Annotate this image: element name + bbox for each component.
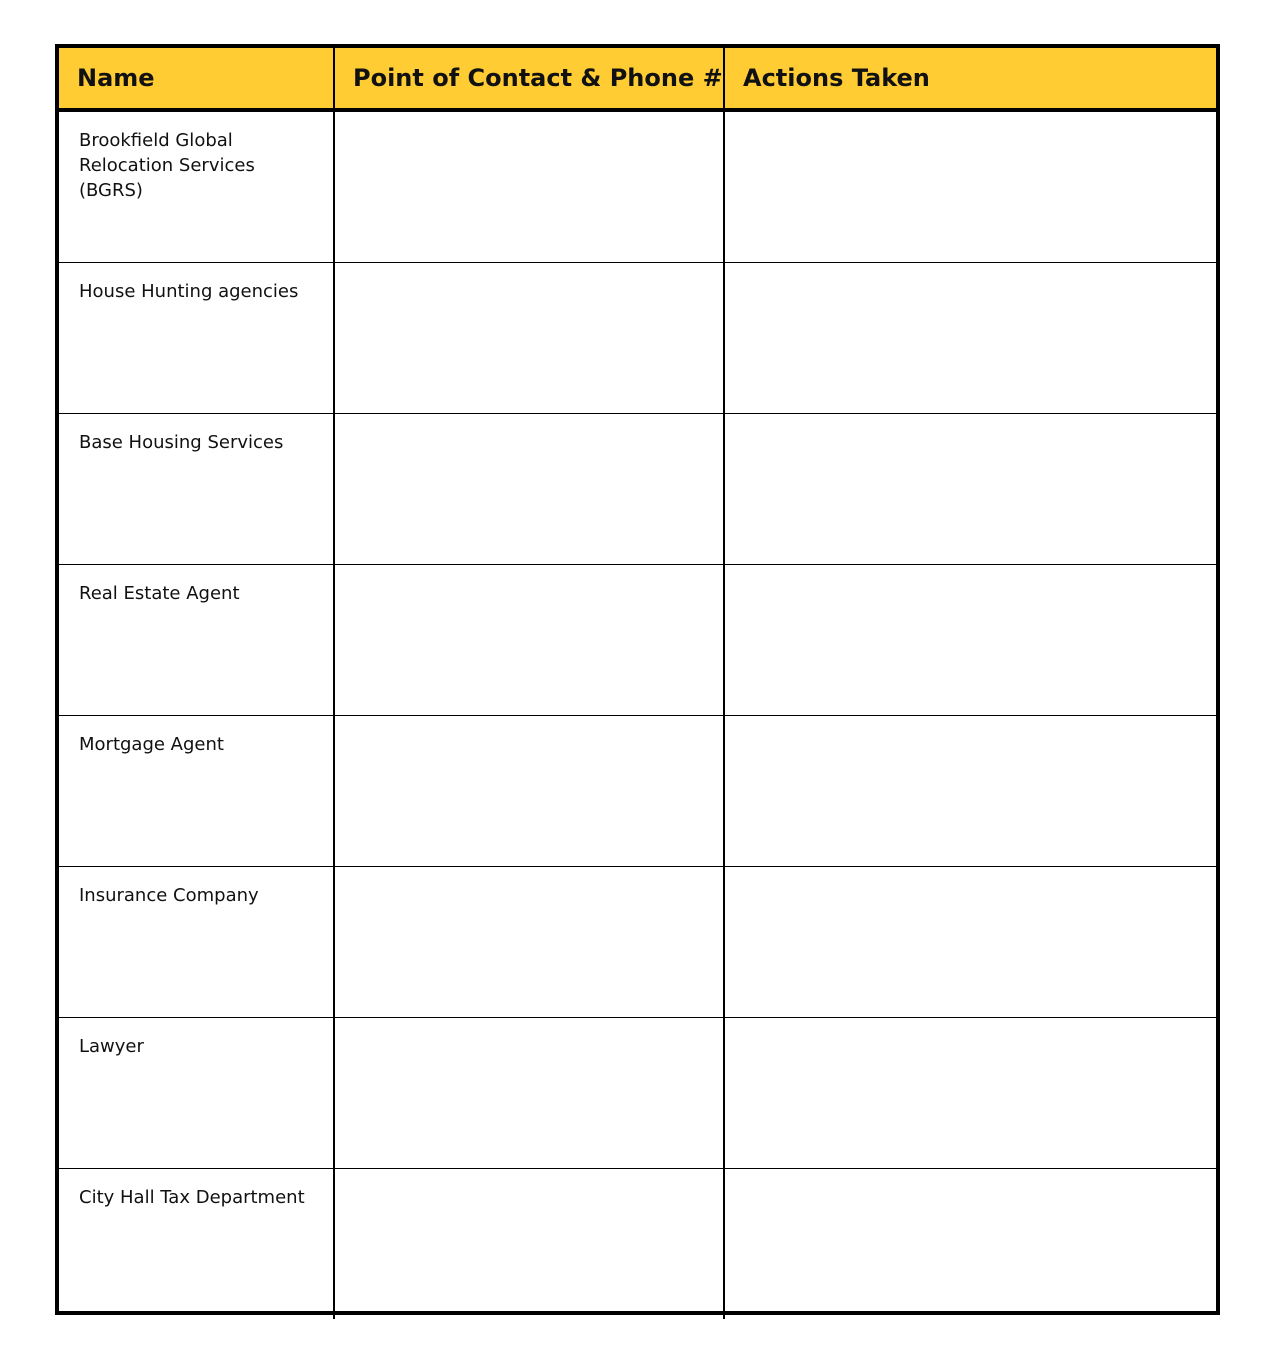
actions-cell[interactable]	[724, 1169, 1216, 1320]
table-row	[59, 1018, 1216, 1169]
row-name: Brookfield Global Relocation Services (BGRS)	[79, 130, 255, 201]
table-row	[59, 414, 1216, 565]
row-name: House Hunting agencies	[79, 281, 299, 302]
actions-cell[interactable]	[724, 414, 1216, 565]
row-name: City Hall Tax Department	[79, 1187, 305, 1208]
actions-cell[interactable]	[724, 716, 1216, 867]
row-name: Lawyer	[79, 1036, 144, 1057]
contact-cell[interactable]	[334, 716, 724, 867]
column-header-point-of-contact: Point of Contact & Phone #	[334, 48, 724, 110]
table-row	[59, 565, 1216, 716]
table-row	[59, 867, 1216, 1018]
name-cell	[59, 716, 334, 867]
actions-cell[interactable]	[724, 1018, 1216, 1169]
table-body	[59, 110, 1216, 1319]
table-row	[59, 716, 1216, 867]
name-cell	[59, 263, 334, 414]
name-cell	[59, 565, 334, 716]
row-name: Insurance Company	[79, 885, 259, 906]
name-cell	[59, 414, 334, 565]
column-header-name: Name	[59, 48, 334, 110]
actions-cell[interactable]	[724, 110, 1216, 263]
row-name: Base Housing Services	[79, 432, 284, 453]
contact-tracking-table-frame	[55, 44, 1220, 1315]
actions-cell[interactable]	[724, 263, 1216, 414]
contact-cell[interactable]	[334, 110, 724, 263]
table-header	[59, 48, 1216, 110]
name-cell	[59, 1018, 334, 1169]
contact-cell[interactable]	[334, 565, 724, 716]
column-header-actions-taken: Actions Taken	[724, 48, 1216, 110]
name-cell	[59, 867, 334, 1018]
actions-cell[interactable]	[724, 565, 1216, 716]
contact-tracking-table	[59, 48, 1216, 1319]
row-name: Real Estate Agent	[79, 583, 240, 604]
table-row	[59, 263, 1216, 414]
name-cell	[59, 110, 334, 263]
actions-cell[interactable]	[724, 867, 1216, 1018]
table-row	[59, 1169, 1216, 1320]
name-cell	[59, 1169, 334, 1320]
contact-cell[interactable]	[334, 867, 724, 1018]
row-name: Mortgage Agent	[79, 734, 224, 755]
contact-cell[interactable]	[334, 414, 724, 565]
table-row	[59, 110, 1216, 263]
header-row	[59, 48, 1216, 110]
contact-cell[interactable]	[334, 263, 724, 414]
contact-cell[interactable]	[334, 1169, 724, 1320]
contact-cell[interactable]	[334, 1018, 724, 1169]
